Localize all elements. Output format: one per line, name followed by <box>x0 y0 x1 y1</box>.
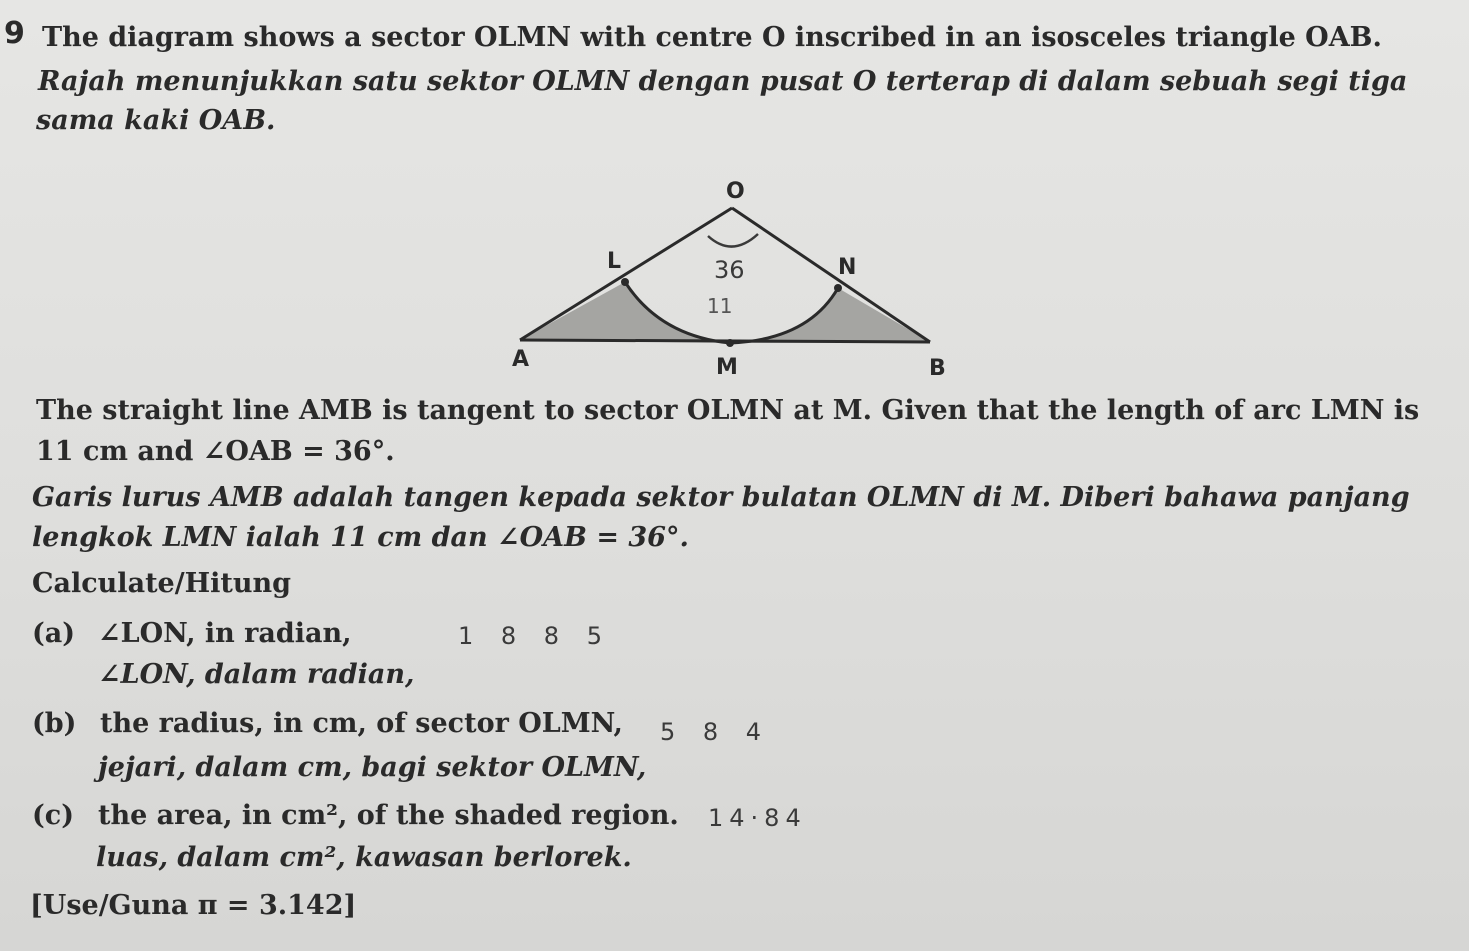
point-N <box>834 284 842 292</box>
part-b-english: the radius, in cm, of sector OLMN, <box>100 708 623 739</box>
part-a-malay: ∠LON, dalam radian, <box>98 659 415 690</box>
label-B: B <box>929 356 946 381</box>
label-M: M <box>716 355 738 380</box>
intro-english: The diagram shows a sector OLMN with centre O inscribed in an isosceles triangle OAB. <box>42 22 1382 53</box>
intro-malay-line2: sama kaki OAB. <box>36 105 276 136</box>
point-L <box>621 278 629 286</box>
part-c-english: the area, in cm², of the shaded region. <box>98 800 679 831</box>
label-O: O <box>726 179 745 204</box>
calculate-heading: Calculate/Hitung <box>32 568 291 599</box>
part-b-malay: jejari, dalam cm, bagi sektor OLMN, <box>98 752 647 783</box>
part-a-label: (a) <box>32 618 76 649</box>
label-A: A <box>512 347 530 372</box>
pi-note: [Use/Guna π = 3.142] <box>30 890 357 921</box>
given-english-line1: The straight line AMB is tangent to sector OLMN at M. Given that the length of arc LMN is <box>36 395 1420 426</box>
question-number: 9 <box>4 16 25 51</box>
shaded-region-right <box>730 288 930 343</box>
part-b-label: (b) <box>32 708 77 739</box>
tick-mark-annotation: 11 <box>707 294 733 318</box>
part-a-english: ∠LON, in radian, <box>98 618 352 649</box>
shaded-region-left <box>520 282 733 343</box>
label-L: L <box>607 249 622 274</box>
part-c-label: (c) <box>32 800 74 831</box>
given-english-line2: 11 cm and ∠OAB = 36°. <box>36 436 395 467</box>
handwritten-answer-a: 1 8 8 5 <box>458 622 612 650</box>
intro-malay-line1: Rajah menunjukkan satu sektor OLMN dengan pusat O terterap di dalam sebuah segi tiga <box>38 66 1408 97</box>
handwritten-answer-b: 5 8 4 <box>660 718 772 746</box>
given-malay-line2: lengkok LMN ialah 11 cm dan ∠OAB = 36°. <box>32 522 689 553</box>
handwritten-answer-c: 14·84 <box>708 804 807 832</box>
given-malay-line1: Garis lurus AMB adalah tangen kepada sektor bulatan OLMN di M. Diberi bahawa panjang <box>32 482 1410 513</box>
label-N: N <box>838 255 857 280</box>
part-c-malay: luas, dalam cm², kawasan berlorek. <box>96 842 632 873</box>
angle-mark <box>708 234 758 247</box>
angle-annotation: 36 <box>714 256 745 284</box>
point-M <box>726 339 734 347</box>
